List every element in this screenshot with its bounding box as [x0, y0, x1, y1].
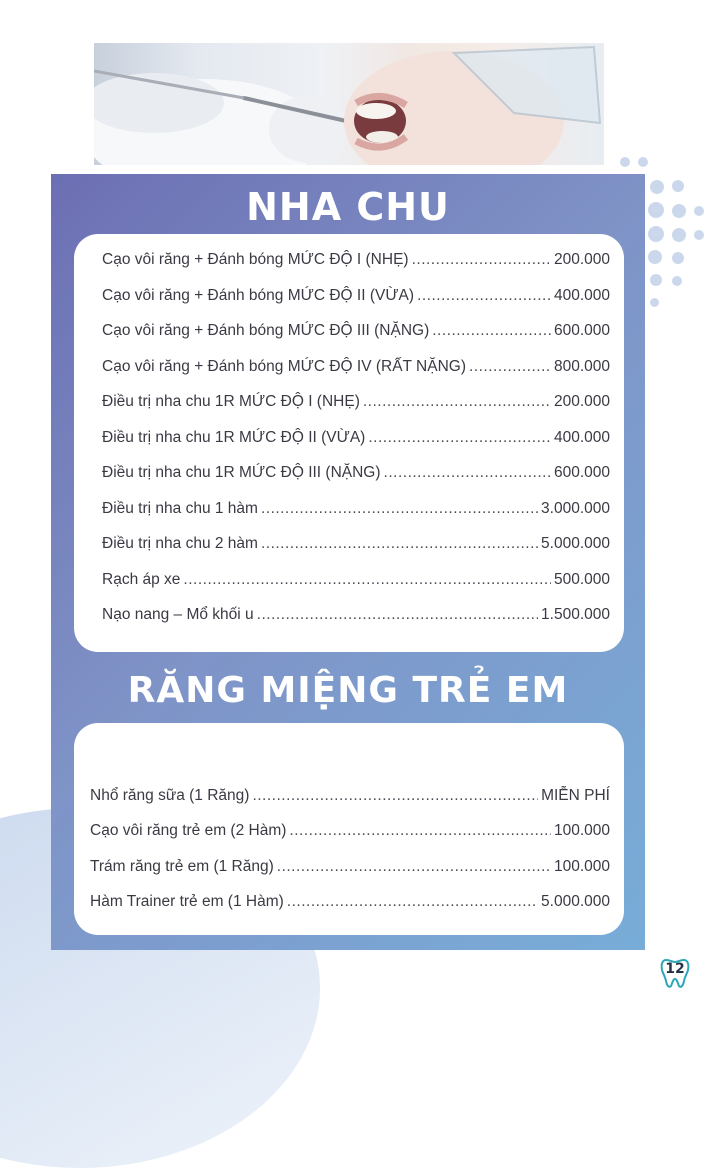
service-price: 400.000	[553, 287, 610, 304]
dot-leader	[277, 858, 551, 876]
service-name: Cạo vôi răng + Đánh bóng MỨC ĐỘ IV (RẤT NẶNG)	[102, 358, 466, 375]
service-price: 600.000	[553, 322, 610, 339]
service-name: Điều trị nha chu 1R MỨC ĐỘ I (NHẸ)	[102, 393, 360, 410]
service-name: Điều trị nha chu 1R MỨC ĐỘ III (NẶNG)	[102, 464, 381, 481]
service-name: Điều trị nha chu 2 hàm	[102, 535, 258, 552]
service-name: Rạch áp xe	[102, 571, 181, 588]
service-price: 400.000	[553, 429, 610, 446]
section-title-rang-mieng-tre-em: RĂNG MIỆNG TRẺ EM	[127, 670, 569, 711]
price-row	[102, 358, 610, 376]
service-name: Cạo vôi răng + Đánh bóng MỨC ĐỘ II (VỪA)	[102, 287, 415, 304]
service-price: 500.000	[553, 571, 610, 588]
service-price: 200.000	[553, 251, 610, 268]
price-row	[102, 464, 610, 482]
service-name: Cạo vôi răng trẻ em (2 Hàm)	[90, 822, 287, 839]
dot-leader	[368, 429, 551, 447]
price-row	[90, 787, 610, 805]
dot-leader	[257, 606, 538, 624]
price-row	[90, 822, 610, 840]
dot-leader	[252, 787, 538, 805]
price-panel	[51, 174, 645, 950]
dot-leader	[261, 535, 538, 553]
price-card-nha-chu	[74, 234, 624, 652]
dot-leader	[432, 322, 551, 340]
service-price: 3.000.000	[541, 500, 610, 517]
dot-leader	[412, 251, 551, 269]
dot-leader	[417, 287, 551, 305]
price-row	[102, 500, 610, 518]
dot-leader	[261, 500, 538, 518]
price-row	[102, 606, 610, 624]
price-row	[102, 535, 610, 553]
price-row	[102, 251, 610, 269]
service-price: 5.000.000	[541, 535, 610, 552]
service-price: 1.500.000	[541, 606, 610, 623]
service-name: Trám răng trẻ em (1 Răng)	[90, 858, 274, 875]
service-price: 200.000	[553, 393, 610, 410]
price-row	[90, 893, 610, 911]
price-row	[102, 429, 610, 447]
dot-leader	[384, 464, 551, 482]
dot-leader	[469, 358, 551, 376]
service-name: Cạo vôi răng + Đánh bóng MỨC ĐỘ I (NHẸ)	[102, 251, 409, 268]
service-price: 100.000	[553, 858, 610, 875]
service-price: 600.000	[553, 464, 610, 481]
service-name: Cạo vôi răng + Đánh bóng MỨC ĐỘ III (NẶNG)	[102, 322, 430, 339]
price-row	[102, 287, 610, 305]
section-title-nha-chu: NHA CHU	[246, 185, 450, 229]
dot-leader	[183, 571, 551, 589]
service-price: MIỄN PHÍ	[541, 787, 610, 804]
page-number: 12	[665, 961, 685, 977]
service-name: Điều trị nha chu 1 hàm	[102, 500, 258, 517]
service-price: 5.000.000	[541, 893, 610, 910]
price-row	[102, 571, 610, 589]
price-row	[90, 858, 610, 876]
service-name: Hàm Trainer trẻ em (1 Hàm)	[90, 893, 284, 910]
dot-leader	[289, 822, 551, 840]
price-card-rang-mieng-tre-em	[74, 723, 624, 935]
service-name: Nhổ răng sữa (1 Răng)	[90, 787, 250, 804]
service-price: 800.000	[553, 358, 610, 375]
service-name: Nạo nang – Mổ khối u	[102, 606, 254, 623]
price-row	[102, 393, 610, 411]
dot-leader	[287, 893, 538, 911]
service-price: 100.000	[553, 822, 610, 839]
dot-leader	[363, 393, 551, 411]
dental-checkup-photo	[94, 43, 604, 165]
price-row	[102, 322, 610, 340]
service-name: Điều trị nha chu 1R MỨC ĐỘ II (VỪA)	[102, 429, 366, 446]
